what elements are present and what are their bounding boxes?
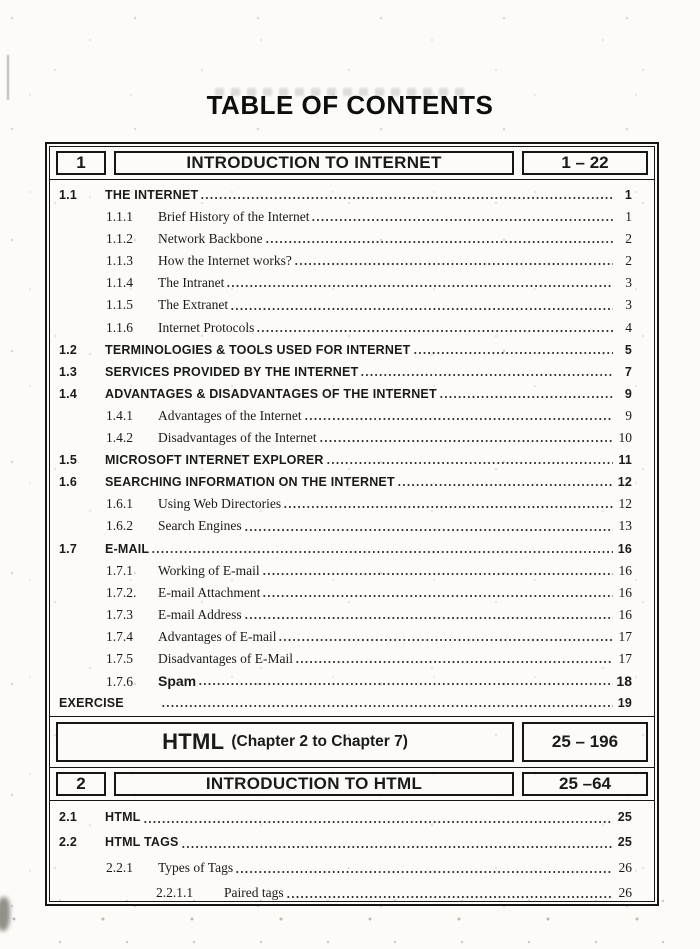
dot-leader bbox=[278, 626, 613, 648]
dot-leader bbox=[262, 560, 613, 582]
entry-title: THE INTERNET bbox=[105, 188, 199, 202]
dot-leader bbox=[304, 405, 613, 427]
toc-entry bbox=[50, 493, 654, 515]
toc-entry bbox=[50, 604, 654, 626]
entry-title: Disadvantages of E-Mail bbox=[158, 650, 293, 666]
toc-entry bbox=[50, 228, 654, 250]
entry-title: TERMINOLOGIES & TOOLS USED FOR INTERNET bbox=[105, 342, 411, 357]
entry-number: 1.7 bbox=[59, 541, 77, 556]
dot-leader bbox=[151, 538, 613, 560]
entry-number: 2.2.1 bbox=[106, 860, 133, 876]
entry-page: 9 bbox=[625, 407, 632, 423]
entry-title: Spam bbox=[158, 673, 197, 690]
entry-page: 25 bbox=[617, 810, 632, 825]
entry-number: 1.2 bbox=[59, 342, 77, 357]
entry-page: 4 bbox=[625, 319, 632, 335]
entry-number: 1.1.1 bbox=[106, 209, 133, 225]
entry-title: The Extranet bbox=[158, 297, 229, 313]
dot-leader bbox=[244, 515, 613, 537]
dot-leader bbox=[235, 855, 613, 880]
entry-page: 2 bbox=[625, 231, 632, 247]
entry-number: 1.1.5 bbox=[106, 297, 133, 313]
toc-table-inner bbox=[49, 146, 655, 902]
entry-number: 1.4 bbox=[59, 386, 77, 401]
toc-entry bbox=[50, 855, 654, 880]
toc-entry bbox=[50, 692, 654, 714]
toc-entry bbox=[50, 317, 654, 339]
entry-page: 19 bbox=[617, 696, 632, 711]
dot-leader bbox=[294, 250, 613, 272]
toc-entry bbox=[50, 830, 654, 855]
entry-page: 17 bbox=[618, 650, 632, 666]
entry-page: 9 bbox=[624, 386, 632, 401]
page-title: TABLE OF CONTENTS bbox=[206, 90, 494, 120]
dot-leader bbox=[439, 383, 613, 405]
entry-number: 1.7.2. bbox=[106, 584, 137, 600]
dot-leader bbox=[161, 692, 613, 714]
chapter2-entries bbox=[50, 801, 654, 907]
toc-entry bbox=[50, 184, 654, 206]
dot-leader bbox=[295, 648, 613, 670]
entry-title: Using Web Directories bbox=[158, 496, 282, 512]
html-part-title-box bbox=[56, 722, 514, 762]
entry-number: 1.1.2 bbox=[106, 231, 133, 247]
toc-entry bbox=[50, 339, 654, 361]
entry-page: 26 bbox=[618, 860, 632, 876]
entry-number: 1.1.4 bbox=[106, 275, 133, 291]
chapter1-header-row bbox=[50, 147, 654, 180]
chapter1-title: INTRODUCTION TO INTERNET bbox=[114, 151, 514, 175]
dot-leader bbox=[230, 294, 613, 316]
entry-title: MICROSOFT INTERNET EXPLORER bbox=[105, 453, 324, 468]
entry-page: 1 bbox=[625, 209, 632, 225]
chapter2-page-range: 25 –64 bbox=[522, 772, 648, 796]
entry-page: 18 bbox=[616, 673, 632, 690]
dot-leader bbox=[256, 317, 613, 339]
entry-number: 1.6.2 bbox=[106, 518, 133, 534]
entry-page: 26 bbox=[618, 885, 632, 901]
toc-entry bbox=[50, 294, 654, 316]
dot-leader bbox=[397, 471, 613, 493]
toc-entry bbox=[50, 272, 654, 294]
chapter1-page-range: 1 – 22 bbox=[522, 151, 648, 175]
entry-title: Paired tags bbox=[224, 885, 284, 901]
dot-leader bbox=[226, 272, 613, 294]
toc-entry bbox=[50, 648, 654, 670]
entry-title: E-mail Address bbox=[158, 606, 242, 622]
entry-title: How the Internet works? bbox=[158, 253, 292, 269]
entry-title: Advantages of E-mail bbox=[158, 628, 277, 644]
dot-leader bbox=[283, 493, 613, 515]
entry-page: 17 bbox=[618, 628, 632, 644]
entry-title: E-mail Attachment bbox=[158, 584, 261, 600]
entry-number: 1.3 bbox=[59, 364, 77, 379]
entry-number: 1.7.4 bbox=[106, 628, 133, 644]
entry-number: 1.7.3 bbox=[106, 606, 133, 622]
html-part-title: HTML bbox=[162, 729, 225, 755]
chapter2-number: 2 bbox=[56, 772, 106, 796]
html-part-page-range: 25 – 196 bbox=[522, 722, 648, 762]
toc-entry bbox=[50, 471, 654, 493]
html-part-subtitle: (Chapter 2 to Chapter 7) bbox=[231, 733, 408, 751]
entry-page: 16 bbox=[618, 562, 632, 578]
entry-number: 2.2.1.1 bbox=[156, 885, 194, 901]
entry-number: 1.5 bbox=[59, 453, 77, 468]
dot-leader bbox=[286, 880, 613, 905]
entry-title: E-MAIL bbox=[105, 541, 150, 556]
entry-page: 1 bbox=[624, 188, 632, 202]
entry-title: ADVANTAGES & DISADVANTAGES OF THE INTERNET bbox=[105, 386, 437, 401]
entry-title: The Intranet bbox=[158, 275, 225, 291]
toc-entry bbox=[50, 250, 654, 272]
html-part-header-row bbox=[50, 716, 654, 768]
entry-number: 1.1.3 bbox=[106, 253, 133, 269]
scan-corner-smudge bbox=[0, 897, 10, 931]
dot-leader bbox=[198, 670, 613, 692]
entry-title: Internet Protocols bbox=[158, 319, 255, 335]
toc-entry bbox=[50, 515, 654, 537]
toc-entry bbox=[50, 449, 654, 471]
entry-number: 2.1 bbox=[59, 810, 77, 825]
entry-page: 13 bbox=[618, 518, 632, 534]
entry-title: SERVICES PROVIDED BY THE INTERNET bbox=[105, 364, 359, 379]
entry-number: 1.7.5 bbox=[106, 650, 133, 666]
entry-page: 5 bbox=[624, 342, 632, 357]
toc-entry bbox=[50, 626, 654, 648]
entry-number: 1.7.1 bbox=[106, 562, 133, 578]
entry-title: HTML TAGS bbox=[105, 835, 179, 850]
entry-number: 1.4.2 bbox=[106, 430, 133, 446]
dot-leader bbox=[319, 427, 613, 449]
entry-title: Advantages of the Internet bbox=[158, 407, 302, 423]
entry-number: 1.1.6 bbox=[106, 319, 133, 335]
toc-entry bbox=[50, 383, 654, 405]
dot-leader bbox=[311, 206, 613, 228]
entry-page: 16 bbox=[618, 584, 632, 600]
entry-page: 2 bbox=[625, 253, 632, 269]
toc-entry bbox=[50, 670, 654, 692]
entry-title: Disadvantages of the Internet bbox=[158, 430, 317, 446]
entry-title: SEARCHING INFORMATION ON THE INTERNET bbox=[105, 475, 395, 490]
entry-number: 2.2 bbox=[59, 835, 77, 850]
entry-page: 12 bbox=[617, 475, 632, 490]
toc-entry bbox=[50, 582, 654, 604]
entry-page: 10 bbox=[618, 430, 632, 446]
toc-entry bbox=[50, 538, 654, 560]
dot-leader bbox=[200, 184, 613, 206]
chapter1-number: 1 bbox=[56, 151, 106, 175]
entry-page: 25 bbox=[617, 835, 632, 850]
chapter2-header-row bbox=[50, 768, 654, 801]
dot-leader bbox=[326, 449, 613, 471]
dot-leader bbox=[181, 830, 613, 855]
toc-entry bbox=[50, 361, 654, 383]
dot-leader bbox=[360, 361, 613, 383]
entry-number: 1.6 bbox=[59, 475, 77, 490]
toc-entry bbox=[50, 206, 654, 228]
entry-title: Search Engines bbox=[158, 518, 242, 534]
entry-number: 1.4.1 bbox=[106, 407, 133, 423]
entry-page: 7 bbox=[624, 364, 632, 379]
toc-entry bbox=[50, 880, 654, 905]
chapter2-title: INTRODUCTION TO HTML bbox=[114, 772, 514, 796]
toc-entry bbox=[50, 427, 654, 449]
entry-title: Network Backbone bbox=[158, 231, 263, 247]
dot-leader bbox=[413, 339, 614, 361]
entry-number: 1.1 bbox=[59, 188, 77, 202]
entry-number: 1.7.6 bbox=[106, 674, 133, 690]
entry-title: Types of Tags bbox=[158, 860, 234, 876]
entry-page: 3 bbox=[625, 275, 632, 291]
dot-leader bbox=[265, 228, 613, 250]
toc-entry bbox=[50, 805, 654, 830]
entry-number: 1.6.1 bbox=[106, 496, 133, 512]
entry-title: Working of E-mail bbox=[158, 562, 260, 578]
entry-page: 12 bbox=[618, 496, 632, 512]
entry-title: Brief History of the Internet bbox=[158, 209, 310, 225]
entry-page: 11 bbox=[618, 453, 632, 468]
entry-page: 16 bbox=[617, 541, 632, 556]
toc-entry bbox=[50, 405, 654, 427]
entry-number: EXERCISE bbox=[59, 696, 124, 711]
chapter1-entries bbox=[50, 180, 654, 716]
entry-title: HTML bbox=[105, 810, 141, 825]
entry-page: 16 bbox=[618, 606, 632, 622]
dot-leader bbox=[262, 582, 613, 604]
dot-leader bbox=[244, 604, 613, 626]
dot-leader bbox=[143, 805, 613, 830]
toc-entry bbox=[50, 560, 654, 582]
entry-page: 3 bbox=[625, 297, 632, 313]
toc-table bbox=[45, 142, 659, 906]
